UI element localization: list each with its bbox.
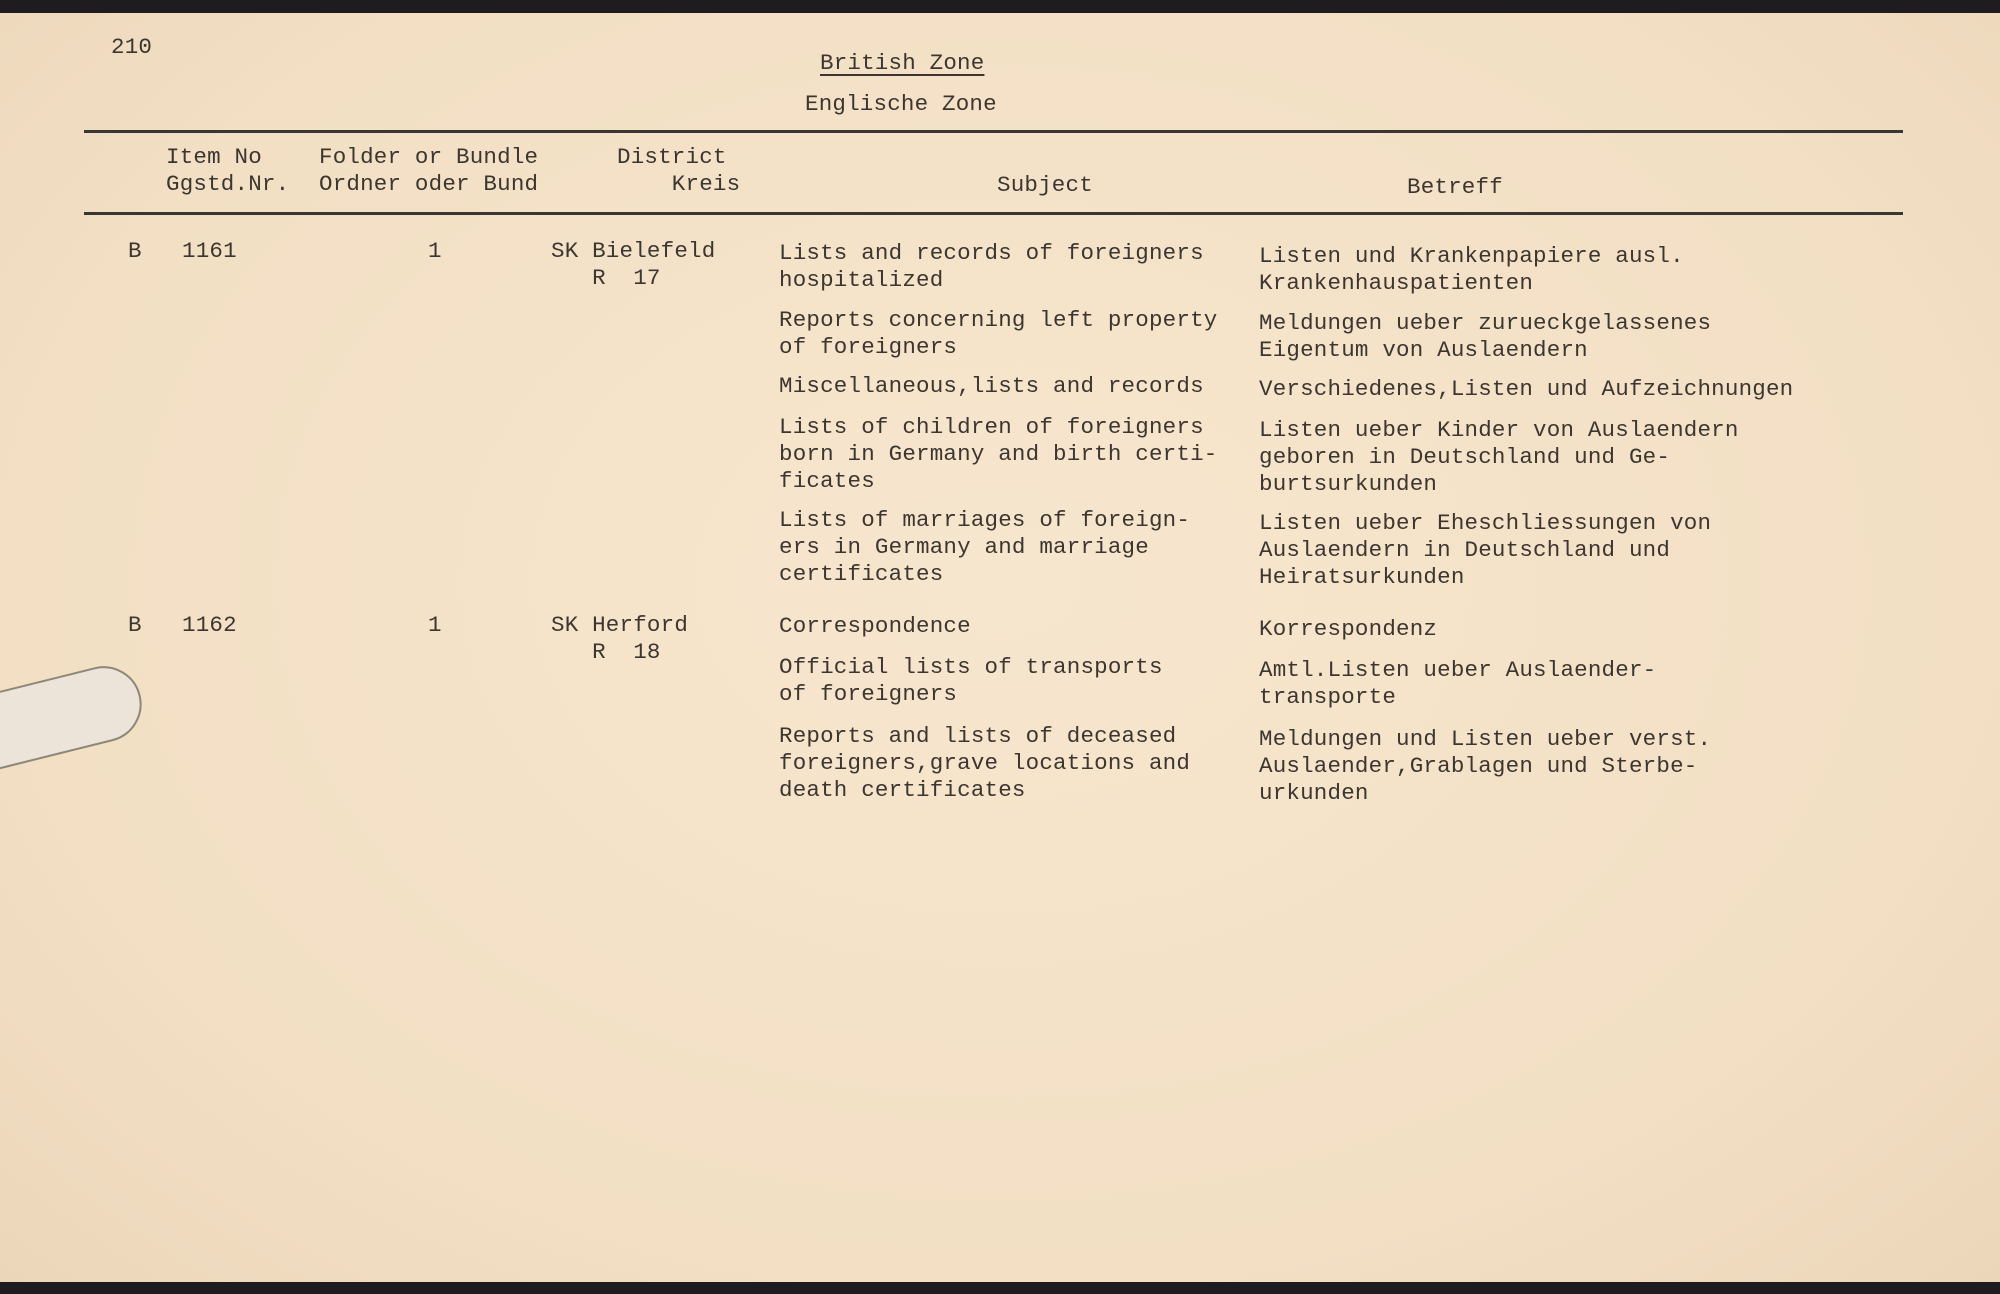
header-subject: Subject <box>997 172 1093 198</box>
page-number: 210 <box>111 34 153 60</box>
header-top-rule <box>84 130 1903 133</box>
betreff-entry: Meldungen ueber zurueckgelassenes Eigentum von Auslaendern <box>1259 310 1712 363</box>
subject-entry: Lists of children of foreigners born in Germany and birth certi- ficates <box>779 414 1218 494</box>
betreff-entry: Verschiedenes,Listen und Aufzeichnungen <box>1259 376 1794 402</box>
folder-count: 1 <box>428 238 442 264</box>
district: SK Herford R 18 <box>551 612 689 665</box>
item-number: 1161 <box>182 238 237 264</box>
header-betreff: Betreff <box>1407 174 1503 200</box>
betreff-entry: Meldungen und Listen ueber verst. Auslaender,Grablagen und Sterbe- urkunden <box>1259 726 1712 806</box>
betreff-entry: Amtl.Listen ueber Auslaender- transporte <box>1259 657 1657 710</box>
betreff-entry: Listen ueber Eheschliessungen von Auslaendern in Deutschland und Heiratsurkunden <box>1259 510 1712 590</box>
subject-entry: Reports concerning left property of foreigners <box>779 307 1218 360</box>
row-prefix: B <box>128 238 142 264</box>
row-prefix: B <box>128 612 142 638</box>
header-folder: Folder or Bundle Ordner oder Bund <box>319 144 539 197</box>
header-item-no: Item No Ggstd.Nr. <box>166 144 290 197</box>
subject-entry: Miscellaneous,lists and records <box>779 373 1204 399</box>
page-subtitle: Englische Zone <box>805 91 997 117</box>
district: SK Bielefeld R 17 <box>551 238 716 291</box>
subject-entry: Reports and lists of deceased foreigners,grave locations and death certificates <box>779 723 1191 803</box>
betreff-entry: Listen und Krankenpapiere ausl. Krankenhauspatienten <box>1259 243 1684 296</box>
scan-edge-bottom <box>0 1282 2000 1294</box>
subject-entry: Official lists of transports of foreigners <box>779 654 1163 707</box>
page-title: British Zone <box>820 50 985 76</box>
subject-entry: Correspondence <box>779 613 971 639</box>
item-number: 1162 <box>182 612 237 638</box>
betreff-entry: Korrespondenz <box>1259 616 1438 642</box>
subject-entry: Lists and records of foreigners hospitalized <box>779 240 1204 293</box>
folder-count: 1 <box>428 612 442 638</box>
subject-entry: Lists of marriages of foreign- ers in Germany and marriage certificates <box>779 507 1191 587</box>
betreff-entry: Listen ueber Kinder von Auslaendern geboren in Deutschland und Ge- burtsurkunden <box>1259 417 1739 497</box>
scan-edge-top <box>0 0 2000 13</box>
header-bottom-rule <box>84 212 1903 215</box>
header-district: District Kreis <box>617 144 741 197</box>
